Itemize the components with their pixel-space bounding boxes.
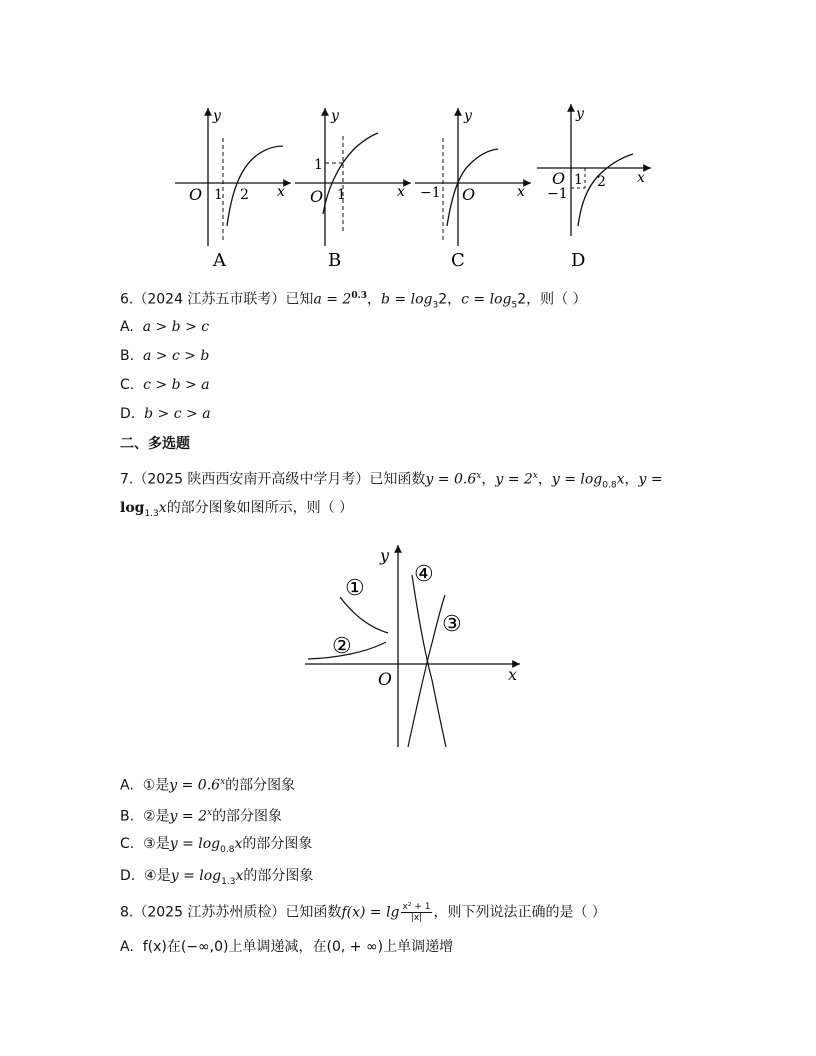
q6-option-d[interactable]: D. b > c > a (120, 406, 211, 422)
panel-b (295, 108, 411, 271)
q7-fig-label-1: ① (345, 576, 365, 601)
panel-d (537, 104, 651, 271)
q8-option-a[interactable]: A. f(x)在(−∞,0)上单调递减，在(0, + ∞)上单调递增 (120, 939, 454, 955)
panel-b-x: x (397, 184, 405, 200)
panel-b-caption: B (328, 250, 342, 271)
section-heading: 二、多选题 (120, 436, 190, 452)
q7-fig-origin: O (378, 670, 392, 690)
q7-option-c[interactable]: C. ③是$y = \log_{0.8}x$的部分图象 (120, 836, 313, 855)
q7-fig-y: y (380, 546, 390, 565)
q7-option-d[interactable]: D. ④是$y = \log_{1.3}x$的部分图象 (120, 868, 314, 887)
panel-c-caption: C (451, 250, 465, 271)
figure-top (165, 96, 665, 274)
q6-stem: 6.（2024 江苏五市联考）已知$a = 2^{0.3}$，$b = \log_32$，$c = \log_52$，则（ ） (120, 291, 587, 311)
panel-d-tick-m1: −1 (547, 186, 568, 202)
panel-b-origin: O (310, 187, 324, 206)
q8-fraction: $\frac{\text{x² + 1}}{|x|}$ (402, 902, 431, 923)
q7-stem-line2: $\log_{1.3}x$的部分图象如图所示，则（ ） (120, 500, 354, 519)
panel-a (175, 108, 291, 271)
q6-option-b[interactable]: B. a > c > b (120, 348, 210, 364)
panel-b-y: y (331, 108, 339, 124)
q7-fig-x: x (508, 665, 518, 684)
panel-d-caption: D (571, 250, 586, 271)
panel-c-origin: O (462, 185, 476, 204)
q8-stem: 8.（2025 江苏苏州质检）已知函数f(x) = lg $\frac{\text{x² + 1}}{|x|}$ ，则下列说法正确的是（ ） (120, 902, 606, 923)
q7-fig-label-2: ② (332, 634, 352, 659)
panel-b-tick-y1: 1 (314, 157, 323, 173)
q7-option-a[interactable]: A. ①是$y = 0.6^x$的部分图象 (120, 777, 296, 794)
q7-fig-label-3: ③ (442, 612, 462, 637)
panel-a-tick-1: 1 (214, 187, 223, 203)
panel-c (415, 108, 531, 271)
panel-c-y: y (464, 108, 472, 124)
panel-a-x: x (277, 184, 285, 200)
panel-d-tick-2: 2 (597, 174, 606, 190)
q7-fig-label-4: ④ (414, 562, 434, 587)
panel-a-caption: A (213, 250, 226, 271)
panel-b-tick-x1: 1 (337, 187, 346, 203)
panel-d-y: y (576, 106, 584, 122)
panel-d-x: x (637, 170, 645, 186)
q7-stem-line1: 7.（2025 陕西西安南开高级中学月考）已知函数$y = 0.6^x$，$y = 2^x$，$y = \log_{0.8}x$，y = (120, 471, 663, 491)
q6-option-a[interactable]: A. a > b > c (120, 319, 210, 335)
panel-a-y: y (213, 108, 221, 124)
panel-c-x: x (517, 184, 525, 200)
panel-d-origin: O (552, 169, 566, 188)
panel-d-tick-1: 1 (574, 172, 583, 188)
panel-a-origin: O (189, 185, 203, 204)
panel-a-tick-2: 2 (240, 187, 249, 203)
panel-c-tick-m1: −1 (420, 185, 441, 201)
figure-q7 (290, 535, 530, 750)
q6-option-c[interactable]: C. c > b > a (120, 377, 210, 393)
q7-option-b[interactable]: B. ②是$y = 2^x$的部分图象 (120, 808, 283, 825)
